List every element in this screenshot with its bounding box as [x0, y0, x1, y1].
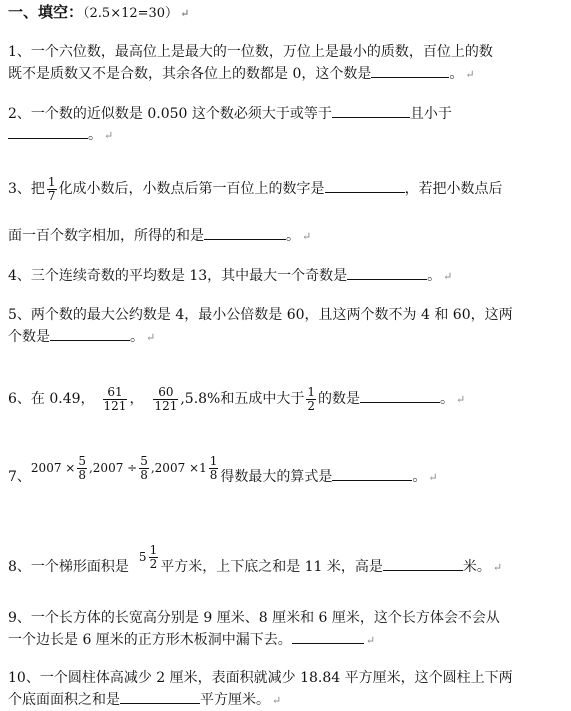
answer-blank-3b[interactable] [204, 225, 286, 240]
question-5-text: 5、两个数的最大公约数是 4，最小公倍数是 60，且这两个数不为 4 和 60，这两 [8, 307, 513, 323]
return-mark-icon: ↵ [180, 7, 190, 20]
answer-blank-2a[interactable] [332, 103, 410, 118]
answer-blank-3a[interactable] [325, 178, 405, 193]
question-2-end: 。 [88, 127, 102, 143]
answer-blank-5[interactable] [50, 326, 130, 341]
question-7-suffix: 得数最大的算式是 [220, 469, 333, 485]
question-9-text-cont: 一个边长是 6 厘米的正方形木板洞中漏下去。 [8, 632, 292, 648]
question-8-prefix: 8、一个梯形面积是 [8, 559, 129, 575]
fraction-one-seventh: $\frac{1}{7}$ [47, 174, 56, 203]
question-4-text: 4、三个连续奇数的平均数是 13，其中最大一个奇数是 [8, 268, 348, 284]
question-5-line-2 [8, 326, 155, 348]
question-3-after: ，若把小数点后 [404, 181, 503, 197]
question-10-text: 10、一个圆柱体高减少 2 厘米，表面积就减少 18.84 平方厘米，这个圆柱上下两 [8, 670, 513, 686]
fraction-5-8: $\frac{5}{8}$ [78, 454, 86, 482]
return-mark-icon: ↵ [492, 561, 503, 574]
answer-blank-2b[interactable] [8, 124, 88, 139]
question-4-end: 。 [427, 268, 442, 284]
question-2-line-2 [8, 124, 113, 146]
return-mark-icon: ↵ [302, 230, 312, 243]
fraction-60-121: $\frac{60}{121}$ [154, 384, 178, 413]
answer-blank-7[interactable] [332, 466, 412, 481]
mixed-number-whole: 5 [138, 550, 147, 564]
question-1-text-cont: 既不是质数又不是合数，其余各位上的数都是 0，这个数是 [8, 66, 372, 82]
question-9-line-1 [8, 608, 500, 628]
answer-blank-8[interactable] [383, 556, 463, 571]
return-mark-icon: ↵ [428, 471, 438, 484]
question-3-prefix: 3、把 [8, 181, 45, 197]
return-mark-icon: ↵ [456, 393, 466, 406]
return-mark-icon: ↵ [146, 331, 156, 344]
question-1-text: 1、一个六位数，最高位上是最大的一位数，万位上是最小的质数，百位上的数 [8, 44, 493, 60]
question-5-end: 。 [130, 329, 144, 345]
answer-blank-4[interactable] [347, 265, 427, 280]
return-mark-icon: ↵ [272, 694, 282, 707]
question-3-line-1 [8, 172, 503, 206]
question-7-prefix: 7、 [8, 469, 31, 485]
question-10-line-1 [8, 668, 513, 688]
question-6-text: ,5.8%和五成中大于 [180, 391, 305, 407]
return-mark-icon: ↵ [365, 634, 376, 647]
return-mark-icon: ↵ [443, 270, 453, 283]
section-score: （2.5×12=30） [83, 6, 179, 21]
return-mark-icon: ↵ [465, 68, 475, 81]
question-2-mid: 且小于 [409, 106, 452, 122]
question-5-text-cont: 个数是 [8, 329, 50, 345]
return-mark-icon: ↵ [104, 129, 114, 142]
answer-blank-6[interactable] [360, 388, 440, 403]
section-heading: 一、填空： [8, 3, 84, 21]
question-2-text: 2、一个数的近似数是 0.050 这个数必须大于或等于 [8, 106, 332, 122]
question-6-end: 。 [440, 391, 455, 407]
answer-blank-10[interactable] [120, 689, 200, 704]
fraction-61-121: $\frac{61}{121}$ [103, 384, 127, 413]
question-3-text-cont: 面一百个数字相加，所得的和是 [8, 228, 204, 244]
question-3-text: 化成小数后，小数点后第一百位上的数字是 [58, 181, 325, 197]
question-1-line-1 [8, 42, 493, 62]
question-7-line [8, 454, 438, 497]
fraction-one-half: $\frac{1}{2}$ [149, 542, 158, 571]
expression-list: 2007 × $\frac{5}{8}$ ,2007 ÷ $\frac{5}{8}$ ,2007 ×1 $\frac{1}{8}$ [30, 454, 218, 482]
fraction-one-half: $\frac{1}{2}$ [307, 384, 316, 413]
question-9-text: 9、一个长方体的长宽高分别是 9 厘米、8 厘米和 6 厘米，这个长方体会不会从 [8, 610, 500, 626]
question-5-line-1 [8, 305, 513, 325]
question-10-text-cont: 个底面面积之和是 [8, 692, 120, 708]
question-8-line [8, 542, 503, 587]
question-6-suffix: 的数是 [318, 391, 361, 407]
question-1-end: 。 [449, 66, 464, 82]
question-9-line-2 [8, 629, 375, 651]
question-4-line [8, 265, 452, 287]
section-title [8, 2, 189, 24]
question-2-line-1 [8, 103, 452, 124]
fraction-5-8: $\frac{5}{8}$ [140, 454, 148, 482]
answer-blank-1[interactable] [371, 63, 449, 78]
question-10-end: 平方厘米。 [200, 692, 270, 708]
question-3-end: 。 [286, 228, 300, 244]
question-8-end: 米。 [462, 559, 491, 575]
answer-blank-9[interactable] [292, 629, 364, 644]
fraction-1-8: $\frac{1}{8}$ [209, 454, 218, 482]
question-3-line-2 [8, 225, 311, 247]
question-6-separator: ， [129, 391, 144, 407]
question-6-line [8, 380, 465, 419]
question-10-line-2 [8, 689, 281, 711]
question-6-prefix: 6、在 0.49， [8, 391, 95, 407]
question-8-text: 平方米，上下底之和是 11 米，高是 [160, 559, 383, 575]
question-1-line-2 [8, 63, 475, 85]
question-7-end: 。 [412, 469, 427, 485]
